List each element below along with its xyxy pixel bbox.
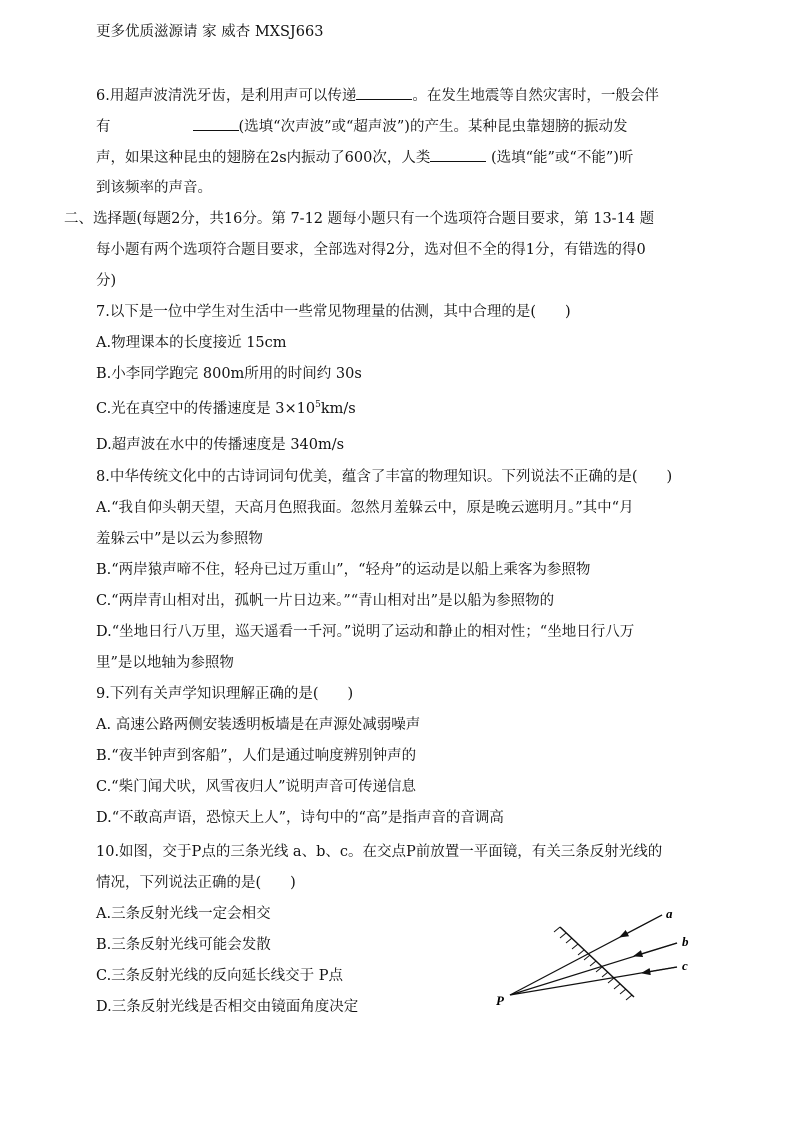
section-heading-line-2: 每小题有两个选项符合题目要求，全部选对得2分，选对但不全的得1分，有错选的得0 — [96, 242, 646, 258]
label-b: b — [682, 934, 689, 949]
q7-option-c[interactable] — [96, 399, 356, 419]
q10-option-a[interactable]: A.三条反射光线一定会相交 — [96, 906, 271, 922]
q10-option-c[interactable]: C.三条反射光线的反向延长线交于 P点 — [96, 968, 344, 984]
q7-option-c-text: C.光在真空中的传播速度是 3×10 — [96, 401, 316, 417]
q6-text: (选填“能”或“不能”)听 — [490, 150, 634, 166]
q9-option-b[interactable]: B.“夜半钟声到客船”，人们是通过响度辨别钟声的 — [96, 748, 417, 764]
section-heading-line-3: 分) — [96, 273, 117, 289]
header-watermark: 更多优质滋源请 家 威杏 MXSJ663 — [96, 24, 324, 40]
q8-option-a-cont: 羞躲云中”是以云为参照物 — [96, 531, 263, 547]
plane-mirror — [554, 927, 634, 1000]
label-p: P — [496, 993, 504, 1008]
q6-line-2 — [96, 116, 627, 137]
answer-blank[interactable] — [356, 85, 412, 100]
q10-option-d[interactable]: D.三条反射光线是否相交由镜面角度决定 — [96, 999, 359, 1015]
q10-option-b[interactable]: B.三条反射光线可能会发散 — [96, 937, 271, 953]
q6-text: 。在发生地震等自然灾害时，一般会伴 — [412, 88, 659, 104]
label-c: c — [682, 958, 688, 973]
q8-option-d-cont: 里”是以地轴为参照物 — [96, 655, 234, 671]
section-heading: 二、选择题(每题2分，共16分。第 7-12 题每小题只有一个选项符合题目要求，第 13-14 题 — [64, 211, 655, 227]
q9-stem: 9.下列有关声学知识理解正确的是( ) — [96, 686, 354, 702]
q6-text: 6.用超声波清洗牙齿，是利用声可以传递 — [96, 88, 357, 104]
q7-option-a[interactable]: A.物理课本的长度接近 15cm — [96, 335, 287, 351]
q6-line-4: 到该频率的声音。 — [96, 180, 212, 196]
q8-option-b[interactable]: B.“两岸猿声啼不住，轻舟已过万重山”，“轻舟”的运动是以船上乘客为参照物 — [96, 562, 591, 578]
label-a: a — [666, 906, 673, 921]
q9-option-c[interactable]: C.“柴门闻犬吠，风雪夜归人”说明声音可传递信息 — [96, 779, 417, 795]
q8-option-a[interactable]: A.“我自仰头朝天望，天高月色照我面。忽然月羞躲云中，原是晚云遮明月。”其中“月 — [96, 500, 634, 516]
q8-option-d[interactable]: D.“坐地日行八万里，巡天遥看一千河。”说明了运动和静止的相对性；“坐地日行八万 — [96, 624, 635, 640]
q10-stem: 10.如图，交于P点的三条光线 a、b、c。在交点P前放置一平面镜，有关三条反射光线的 — [96, 844, 663, 860]
q9-option-a[interactable]: A. 高速公路两侧安装透明板墙是在声源处减弱噪声 — [96, 717, 421, 733]
answer-blank[interactable] — [193, 116, 239, 131]
q8-stem: 8.中华传统文化中的古诗词词句优美，蕴含了丰富的物理知识。下列说法不正确的是( ) — [96, 469, 673, 485]
q7-option-d[interactable]: D.超声波在水中的传播速度是 340m/s — [96, 437, 345, 453]
q6-text: 声，如果这种昆虫的翅膀在2s内振动了600次，人类 — [96, 150, 431, 166]
q6-line-3 — [96, 147, 633, 168]
q7-option-b[interactable]: B.小李同学跑完 800m所用的时间约 30s — [96, 366, 362, 382]
q6-text: 有 — [96, 119, 111, 135]
q6-text: (选填“次声波”或“超声波”)的产生。某种昆虫靠翅膀的振动发 — [238, 119, 628, 135]
exponent: 5 — [315, 400, 321, 411]
q6-line-1 — [96, 85, 659, 106]
q8-option-c[interactable]: C.“两岸青山相对出，孤帆一片日边来。”“青山相对出”是以船为参照物的 — [96, 593, 555, 609]
q7-option-c-unit: km/s — [320, 401, 356, 417]
light-ray-figure — [492, 905, 712, 1015]
answer-blank[interactable] — [430, 147, 486, 162]
q7-stem: 7.以下是一位中学生对生活中一些常见物理量的估测，其中合理的是( ) — [96, 304, 571, 320]
q9-option-d[interactable]: D.“不敢高声语，恐惊天上人”，诗句中的“高”是指声音的音调高 — [96, 810, 504, 826]
q10-stem-cont: 情况，下列说法正确的是( ) — [96, 875, 296, 891]
